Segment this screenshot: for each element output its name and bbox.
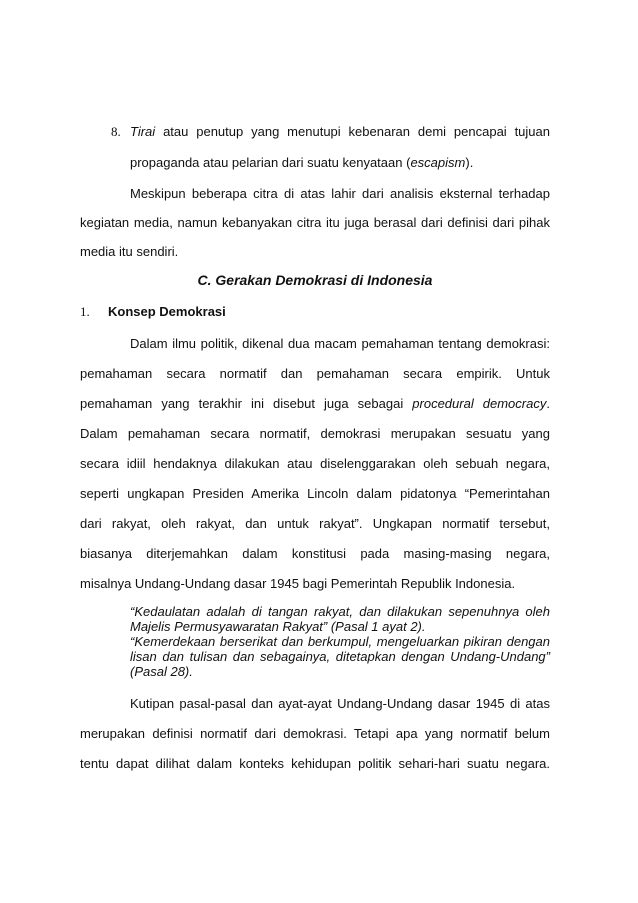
paragraph-3-line-1: Kutipan pasal-pasal dan ayat-ayat Undang-Undang dasar 1945 di atas bbox=[130, 696, 550, 711]
quote-line-4: lisan dan tulisan dan sebagainya, ditetapkan dengan Undang-Undang” bbox=[130, 649, 550, 664]
paragraph-2-line-5: secara idiil hendaknya dilakukan atau diselenggarakan oleh sebuah negara, bbox=[80, 456, 550, 471]
section-heading: C. Gerakan Demokrasi di Indonesia bbox=[197, 272, 433, 288]
list-item-8-line-2 bbox=[130, 155, 473, 171]
list-item-8-text-post: ). bbox=[465, 155, 474, 170]
paragraph-1-line-1: Meskipun beberapa citra di atas lahir dari analisis eksternal terhadap bbox=[130, 186, 550, 201]
paragraph-3-line-3: tentu dapat dilihat dalam konteks kehidupan politik sehari-hari suatu negara. bbox=[80, 756, 550, 771]
paragraph-2-line-4: Dalam pemahaman secara normatif, demokrasi merupakan sesuatu yang bbox=[80, 426, 550, 441]
paragraph-2-line-7: dari rakyat, oleh rakyat, dan untuk rakyat”. Ungkapan normatif tersebut, bbox=[80, 516, 550, 531]
subsection-title: Konsep Demokrasi bbox=[108, 304, 226, 319]
list-item-8-text: atau penutup yang menutupi kebenaran demi pencapai tujuan bbox=[163, 124, 550, 139]
term-tirai: Tirai bbox=[130, 124, 156, 139]
paragraph-1-line-2: kegiatan media, namun kebanyakan citra itu juga berasal dari definisi dari pihak bbox=[80, 215, 550, 230]
quote-line-1: “Kedaulatan adalah di tangan rakyat, dan dilakukan sepenuhnya oleh bbox=[130, 604, 550, 619]
list-item-8-text-pre: propaganda atau pelarian dari suatu kenyataan ( bbox=[130, 155, 411, 170]
term-escapism: escapism bbox=[410, 155, 466, 170]
paragraph-1-line-3: media itu sendiri. bbox=[80, 244, 179, 259]
paragraph-3-line-2: merupakan definisi normatif dari demokrasi. Tetapi apa yang normatif belum bbox=[80, 726, 550, 741]
paragraph-2-text-pre: pemahaman yang terakhir ini disebut juga sebagai bbox=[80, 396, 404, 411]
paragraph-2-line-2: pemahaman secara normatif dan pemahaman secara empirik. Untuk bbox=[80, 366, 550, 381]
subsection-number: 1. bbox=[80, 304, 90, 319]
list-number-8: 8. bbox=[111, 124, 121, 139]
paragraph-2-line-3 bbox=[80, 396, 550, 412]
paragraph-2-line-6: seperti ungkapan Presiden Amerika Lincoln dalam pidatonya “Pemerintahan bbox=[80, 486, 550, 501]
quote-line-5: (Pasal 28). bbox=[130, 664, 193, 679]
paragraph-2-text-post: . bbox=[546, 396, 550, 411]
list-item-8-line-1 bbox=[130, 124, 550, 140]
quote-line-2: Majelis Permusyawaratan Rakyat” (Pasal 1 ayat 2). bbox=[130, 619, 426, 634]
paragraph-2-line-9: misalnya Undang-Undang dasar 1945 bagi Pemerintah Republik Indonesia. bbox=[80, 576, 516, 591]
paragraph-2-line-1: Dalam ilmu politik, dikenal dua macam pemahaman tentang demokrasi: bbox=[130, 336, 550, 351]
quote-line-3: “Kemerdekaan berserikat dan berkumpul, mengeluarkan pikiran dengan bbox=[130, 634, 550, 649]
term-procedural-democracy: procedural democracy bbox=[412, 396, 547, 411]
paragraph-2-line-8: biasanya diterjemahkan dalam konstitusi pada masing-masing negara, bbox=[80, 546, 550, 561]
